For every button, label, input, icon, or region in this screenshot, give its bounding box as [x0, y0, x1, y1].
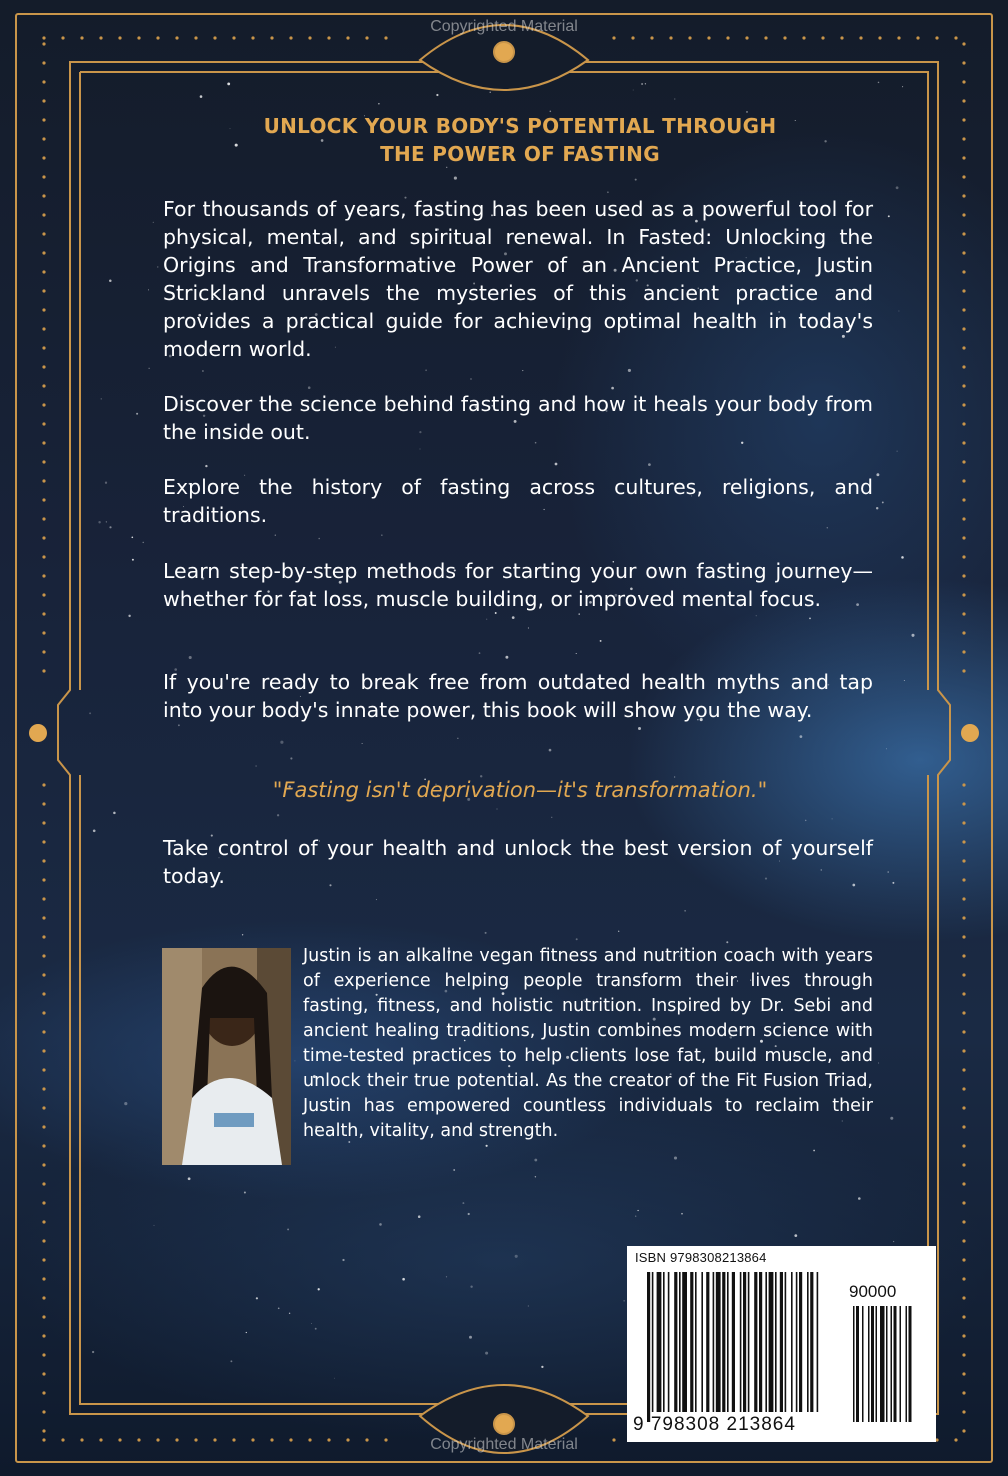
- intro-paragraph: For thousands of years, fasting has been used as a powerful tool for physical, mental, and spiritual renewal. In Fasted: Unlocking the Origins and Transformative Power of an Ancient Practice, Justin Strickland unravels the mysteries of this ancient practice and provides a practical guide for achieving optimal health in today's modern world.: [163, 197, 873, 361]
- headline-line-1: UNLOCK YOUR BODY'S POTENTIAL THROUGH: [263, 114, 777, 138]
- watermark-top: Copyrighted Material: [430, 18, 578, 35]
- headline: [160, 112, 880, 168]
- author-photo: [162, 948, 291, 1165]
- closing-paragraph: Take control of your health and unlock the best version of yourself today.: [163, 836, 873, 888]
- author-bio: Justin is an alkaline vegan fitness and nutrition coach with years of experience helping people transform their lives through fasting, fitness, and holistic nutrition. Inspired by Dr. Sebi and ancient healing traditions, Justin combines modern science with time-tested practices to help clients lose fat, build muscle, and unlock their true potential. As the creator of the Fit Fusion Triad, Justin has empowered countless individuals to reclaim their health, vitality, and strength.: [303, 946, 873, 1141]
- methods-paragraph: Learn step-by-step methods for starting your own fasting journey—whether for fat loss, muscle building, or improved mental focus.: [163, 559, 873, 611]
- price-code: 90000: [849, 1282, 897, 1301]
- pull-quote: "Fasting isn't deprivation—it's transformation.": [272, 778, 768, 802]
- history-paragraph: Explore the history of fasting across cultures, religions, and traditions.: [163, 475, 873, 527]
- watermark-bottom: Copyrighted Material: [430, 1436, 578, 1453]
- headline-line-2: THE POWER OF FASTING: [380, 142, 660, 166]
- right-ornament-dot: [961, 724, 979, 742]
- barcode-digits: 9 798308 213864: [633, 1414, 796, 1435]
- isbn-barcode: [627, 1246, 936, 1442]
- science-paragraph: Discover the science behind fasting and how it heals your body from the inside out.: [163, 392, 873, 444]
- isbn-label: ISBN 9798308213864: [635, 1250, 767, 1265]
- left-ornament-dot: [29, 724, 47, 742]
- ready-paragraph: If you're ready to break free from outdated health myths and tap into your body's innate power, this book will show you the way.: [163, 670, 873, 722]
